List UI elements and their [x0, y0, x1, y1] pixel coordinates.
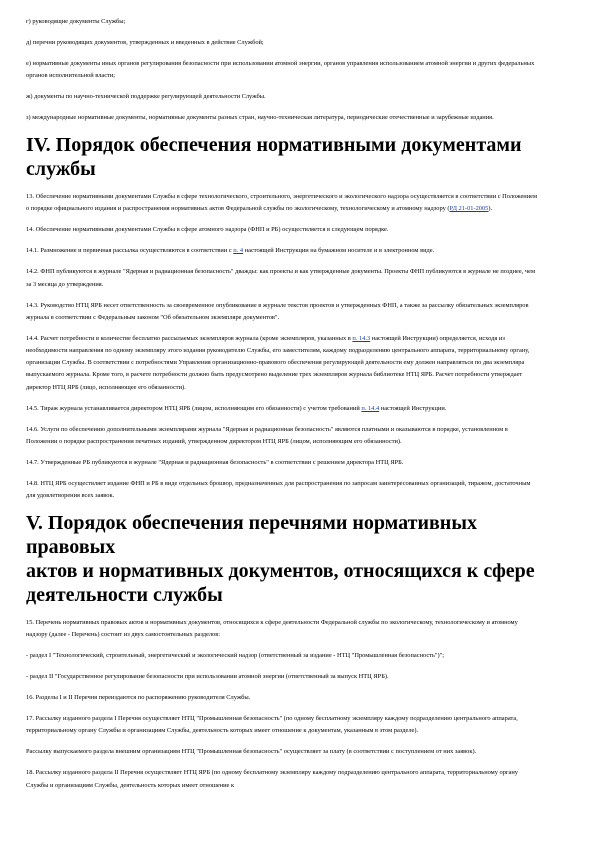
paragraph-14-5-end: настоящей Инструкции.	[379, 404, 447, 412]
paragraph-15: 15. Перечень нормативных правовых актов и нормативных документов, относящихся к сфере деятельности Федеральной службы по экологическому, технологическому и атомному надзору (далее - Перечень) состоит из двух самостоятельных разделов:	[26, 619, 518, 639]
paragraph-14-5-text: 14.5. Тираж журнала устанавливается директором НТЦ ЯРБ (лицом, исполняющим его обязанности) с учетом требований	[26, 404, 362, 412]
paragraph-13-end: ).	[488, 205, 493, 213]
paragraph-15-section-2: - раздел II "Государственное регулирование безопасности при использовании атомной энергии (ответственный за выпуск НТЦ ЯРБ).	[26, 673, 389, 681]
section-5-heading	[26, 511, 539, 607]
section-4-heading	[26, 133, 539, 181]
paragraph-14-1-end: настоящей Инструкции на бумажном носителе и в электронном виде.	[243, 247, 435, 255]
paragraph-14-4-end: настоящей Инструкции) определяется, исходя из необходимости направления по одному экземпляру этого издания руководителю Службы, его заместителям, каждому подразделению центрального аппарата, территориальному органу, организации Службы. В соответствии с потребностями Управления организационно-правового обеспечения регулирующей деятельности ему должен направляться по два экземпляра выпускаемого журнала. Кроме того, в расчете потребности должно быть предусмотрено выделение трех экземпляров журнала библиотеке НТЦ ЯРБ. Расчет потребности утверждает директор НТЦ ЯРБ (лицо, исполняющее его обязанности).	[26, 334, 530, 391]
section-4-heading-line2: службы	[26, 158, 96, 181]
paragraph-14-1	[26, 245, 539, 257]
paragraph-14: 14. Обеспечение нормативными документами Службы в сфере атомного надзора (ФНП и РБ) осуществляется в следующем порядке.	[26, 226, 389, 234]
p4-link[interactable]: п. 4	[233, 247, 244, 255]
paragraph-14-7: 14.7. Утвержденные РБ публикуются в журнале "Ядерная и радиационная безопасность" в соответствии с решением директора НТЦ ЯРБ.	[26, 458, 404, 466]
p14-4-link[interactable]: п. 14.4	[361, 404, 380, 412]
paragraph-16: 16. Разделы I и II Перечня переиздаются по распоряжению руководителя Службы.	[26, 694, 251, 702]
paragraph-14-4	[26, 333, 539, 394]
item-e: е) нормативные документы иных органов регулирования безопасности при использовании атомной энергии, органов управления использованием атомной энергии и других федеральных органов исполнительной власти;	[26, 60, 535, 80]
item-z: з) международные нормативные документы, нормативные документы разных стран, научно-техническая литература, периодические отечественные и зарубежные издания.	[26, 114, 494, 122]
section-5-heading-line3: деятельности службы	[26, 584, 223, 607]
paragraph-17-extra: Рассылку выпускаемого раздела внешним организациям НТЦ "Промышленная безопасность" осуществляет за плату (в соответствии с поступлением от них заявок).	[26, 748, 477, 756]
paragraph-14-3: 14.3. Руководство НТЦ ЯРБ несет ответственность за своевременное опубликование в журнале текстов проектов и утвержденных ФНП, а также за рассылку обязательных экземпляров журнала в соответствии с Федеральным законом "Об обязательном экземпляре документов".	[26, 301, 529, 321]
rd-21-01-2005-link[interactable]: РД 21-01-2005	[449, 205, 489, 213]
item-g: г) руководящие документы Службы;	[26, 18, 126, 25]
section-5-heading-line2: актов и нормативных документов, относящихся к сфере	[26, 560, 535, 583]
item-zh: ж) документы по научно-технической поддержке регулирующей деятельности Службы.	[26, 93, 266, 101]
paragraph-14-4-text: 14.4. Расчет потребности в количестве бесплатно рассылаемых экземпляров журнала (кроме экземпляров, указанных в	[26, 334, 353, 342]
paragraph-18: 18. Рассылку изданного раздела II Перечня осуществляет НТЦ ЯРБ (по одному бесплатному экземпляру каждому подразделению центрального аппарата, территориальному органу Службы и организациям Службы, деятельность которых имеет отношение к	[26, 769, 518, 789]
paragraph-15-section-1: - раздел I "Технологический, строительный, энергетический и экологический надзор (ответственный за издание - НТЦ "Промышленная безопасность")";	[26, 652, 445, 660]
paragraph-14-1-text: 14.1. Размножение и первичная рассылка осуществляются в соответствии с	[26, 247, 234, 255]
paragraph-14-6: 14.6. Услуги по обеспечению дополнительными экземплярами журнала "Ядерная и радиационная безопасность" являются платными и оказываются в порядке, установленном в Положении о порядке распространения печатных изданий, утвержденном директором НТЦ ЯРБ (лицом, исполняющим его обязанности).	[26, 425, 508, 445]
paragraph-14-2: 14.2. ФНП публикуются в журнале "Ядерная и радиационная безопасность" дважды: как проекты и как утвержденные документы. Проекты ФНП публикуются в журнале не позднее, чем за 3 месяца до утверждения.	[26, 268, 535, 288]
paragraph-14-8: 14.8. НТЦ ЯРБ осуществляет издание ФНП и РБ в виде отдельных брошюр, предназначенных для распространения по запросам заинтересованных организаций, тиражом, достаточным для удовлетворения всех заявок.	[26, 479, 531, 500]
section-4-heading-line1: IV. Порядок обеспечения нормативными документами	[26, 134, 522, 157]
paragraph-14-5	[26, 403, 539, 415]
paragraph-13-text: 13. Обеспечение нормативными документами Службы в сфере технологического, строительного, энергетического и экологического надзора осуществляется в соответствии с Положением о порядке официального издания и распространения нормативных актов Федеральной службы по экологическому, технологическому и атомному надзору (	[26, 193, 538, 213]
paragraph-17: 17. Рассылку изданного раздела I Перечня осуществляет НТЦ "Промышленная безопасность" (по одному бесплатному экземпляру каждому подразделению центрального аппарата, территориальному органу Службы и организациям Службы, деятельность которых имеет отношение к документам, указанным в этом разделе).	[26, 715, 518, 735]
item-d: д) перечни руководящих документов, утвержденных и введенных в действие Службой;	[26, 39, 264, 46]
p14-3-link[interactable]: п. 14.3	[352, 334, 371, 342]
section-5-heading-line1: V. Порядок обеспечения перечнями нормативных правовых	[26, 512, 477, 559]
paragraph-13	[26, 191, 539, 215]
